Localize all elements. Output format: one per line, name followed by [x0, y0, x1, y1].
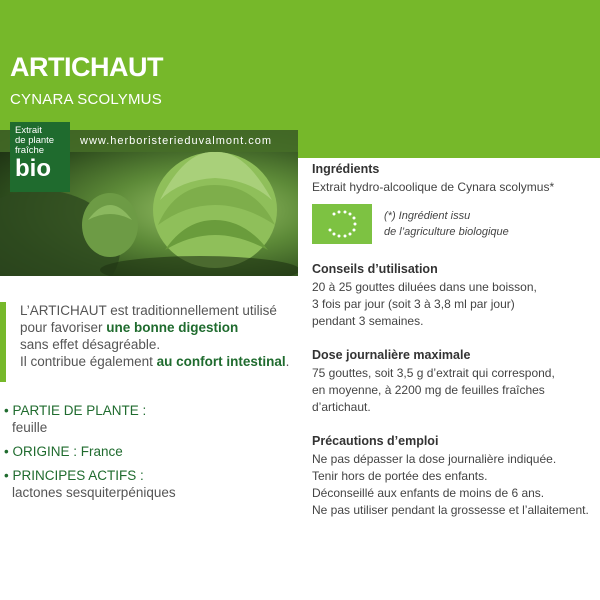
- feature-origin: [4, 443, 284, 460]
- dose-line-1: 75 gouttes, soit 3,5 g d’extrait qui correspond,: [312, 366, 555, 380]
- claim-line-3: sans effet désagréable.: [20, 337, 161, 352]
- claim-highlight-digestion: une bonne digestion: [106, 320, 239, 335]
- eu-organic-leaf-icon: [312, 204, 372, 244]
- organic-note-line-2: de l’agriculture biologique: [384, 226, 509, 238]
- claim-text: pour favoriser: [20, 320, 107, 335]
- ingredients-text: Extrait hydro-alcoolique de Cynara scolymus*: [312, 180, 555, 194]
- precautions-line-2: Tenir hors de portée des enfants.: [312, 469, 488, 483]
- claim-line-1: L’ARTICHAUT est traditionnellement utilisé: [20, 303, 277, 318]
- usage-line-3: pendant 3 semaines.: [312, 314, 424, 328]
- ingredients-heading: Ingrédients: [312, 162, 380, 176]
- product-subtitle: CYNARA SCOLYMUS: [10, 91, 162, 108]
- product-title: ARTICHAUT: [10, 52, 163, 82]
- precautions-line-4: Ne pas utiliser pendant la grossesse et l’allaitement.: [312, 503, 589, 517]
- usage-line-1: 20 à 25 gouttes diluées dans une boisson,: [312, 280, 537, 294]
- feature-value: lactones sesquiterpéniques: [12, 485, 176, 500]
- badge-line-1: Extrait: [15, 125, 42, 136]
- precautions-section: [312, 434, 597, 519]
- badge-line-3: fraîche: [15, 145, 45, 156]
- dose-line-3: d’artichaut.: [312, 400, 371, 414]
- organic-note: [384, 208, 509, 240]
- claim-text: .: [285, 354, 290, 369]
- feature-list: [4, 402, 284, 508]
- feature-key: PARTIE DE PLANTE :: [12, 403, 147, 418]
- dose-heading: Dose journalière maximale: [312, 348, 471, 362]
- claim-highlight-intestinal: au confort intestinal: [156, 354, 286, 369]
- feature-value: feuille: [12, 420, 48, 435]
- feature-plant-part: [4, 402, 284, 436]
- badge-line-2: de plante: [15, 135, 55, 146]
- bio-badge: [10, 122, 70, 192]
- feature-key: ORIGINE : France: [12, 444, 123, 459]
- ingredients-section: [312, 162, 597, 244]
- feature-active-principles: [4, 467, 284, 501]
- organic-row: [312, 204, 597, 244]
- precautions-line-3: Déconseillé aux enfants de moins de 6 ans.: [312, 486, 545, 500]
- claim-line-4: [20, 353, 298, 370]
- usage-section: [312, 262, 597, 330]
- bullet-icon: •: [4, 468, 9, 483]
- claim-text: Il contribue également: [20, 354, 157, 369]
- usage-line-2: 3 fois par jour (soit 3 à 3,8 ml par jour): [312, 297, 515, 311]
- info-column: [312, 162, 597, 537]
- website-url[interactable]: www.herboristerieduvalmont.com: [80, 135, 273, 147]
- health-claim: [0, 302, 298, 382]
- usage-heading: Conseils d’utilisation: [312, 262, 438, 276]
- badge-bio-word: bio: [15, 155, 51, 182]
- organic-note-line-1: (*) Ingrédient issu: [384, 210, 471, 222]
- dose-line-2: en moyenne, à 2200 mg de feuilles fraîches: [312, 383, 545, 397]
- claim-line-2: [20, 319, 298, 336]
- feature-key: PRINCIPES ACTIFS :: [12, 468, 144, 483]
- bullet-icon: •: [4, 444, 9, 459]
- bullet-icon: •: [4, 403, 9, 418]
- precautions-heading: Précautions d’emploi: [312, 434, 439, 448]
- dose-section: [312, 348, 597, 416]
- precautions-line-1: Ne pas dépasser la dose journalière indiquée.: [312, 452, 557, 466]
